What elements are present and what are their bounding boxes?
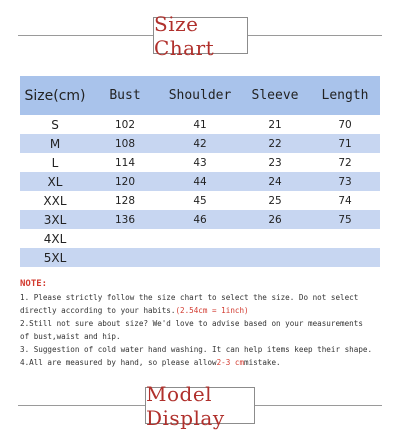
note-2 [20,317,384,330]
note-1-text: 1. Please strictly follow the size chart to select the size. Do not select [20,293,359,302]
note-1-text-cont: directly according to your habits. [20,306,176,315]
note-3 [20,343,384,356]
length-cell: 72 [338,156,352,169]
header-size: Size(cm) [24,87,86,104]
table-row [20,153,380,172]
banner-rule-right [248,35,382,36]
shoulder-cell: 41 [193,118,207,131]
size-cell: XXL [43,193,67,208]
note-2-text: 2.Still not sure about size? We'd love to advise based on your measurements [20,319,363,328]
bust-cell: 136 [114,213,136,226]
shoulder-cell: 45 [193,194,207,207]
length-cell: 74 [338,194,352,207]
table-row [20,191,380,210]
size-cell: XL [47,174,63,189]
banner-rule-right [255,405,382,406]
sleeve-cell: 24 [268,175,282,188]
size-cell: 5XL [43,250,67,265]
banner-title: Model Display [145,387,255,424]
size-cell: S [51,117,59,132]
sleeve-cell: 22 [268,137,282,150]
bust-cell: 102 [114,118,136,131]
banner-title: Size Chart [153,17,248,54]
table-header-row [20,76,380,115]
header-shoulder: Shoulder [168,88,232,103]
header-sleeve: Sleeve [251,88,299,103]
bust-cell: 114 [114,156,136,169]
shoulder-cell: 43 [193,156,207,169]
note-2-text-cont: of bust,waist and hip. [20,332,121,341]
table-row [20,172,380,191]
shoulder-cell: 42 [193,137,207,150]
bust-cell: 108 [114,137,136,150]
note-2-cont [20,330,384,343]
note-1 [20,291,384,304]
sleeve-cell: 25 [268,194,282,207]
bust-cell: 128 [114,194,136,207]
sleeve-cell: 21 [268,118,282,131]
header-bust: Bust [109,88,141,103]
size-cell: M [49,136,61,151]
bust-cell: 120 [114,175,136,188]
notes-title: NOTE: [20,279,48,289]
note-4 [20,356,384,369]
note-4-text-end: mistake. [244,358,281,367]
table-row [20,248,380,267]
table-row [20,134,380,153]
header-length: Length [321,88,369,103]
size-table [20,76,380,267]
model-display-banner [0,381,400,430]
banner-rule-left [18,405,145,406]
sleeve-cell: 23 [268,156,282,169]
size-cell: L [51,155,59,170]
size-chart-banner [0,11,400,60]
shoulder-cell: 46 [193,213,207,226]
length-cell: 70 [338,118,352,131]
sleeve-cell: 26 [268,213,282,226]
length-cell: 73 [338,175,352,188]
note-4-text: 4.All are measured by hand, so please allow [20,358,217,367]
banner-rule-left [18,35,153,36]
inch-conversion: (2.54cm = 1inch) [175,306,249,315]
length-cell: 75 [338,213,352,226]
note-1-cont [20,304,384,317]
length-cell: 71 [338,137,352,150]
table-row [20,115,380,134]
shoulder-cell: 44 [193,175,207,188]
table-row [20,210,380,229]
notes-section [20,278,384,369]
note-3-text: 3. Suggestion of cold water hand washing. It can help items keep their shape. [20,345,373,354]
size-cell: 4XL [43,231,67,246]
size-cell: 3XL [43,212,67,227]
tolerance-value: 2-3 cm [216,358,245,367]
table-row [20,229,380,248]
